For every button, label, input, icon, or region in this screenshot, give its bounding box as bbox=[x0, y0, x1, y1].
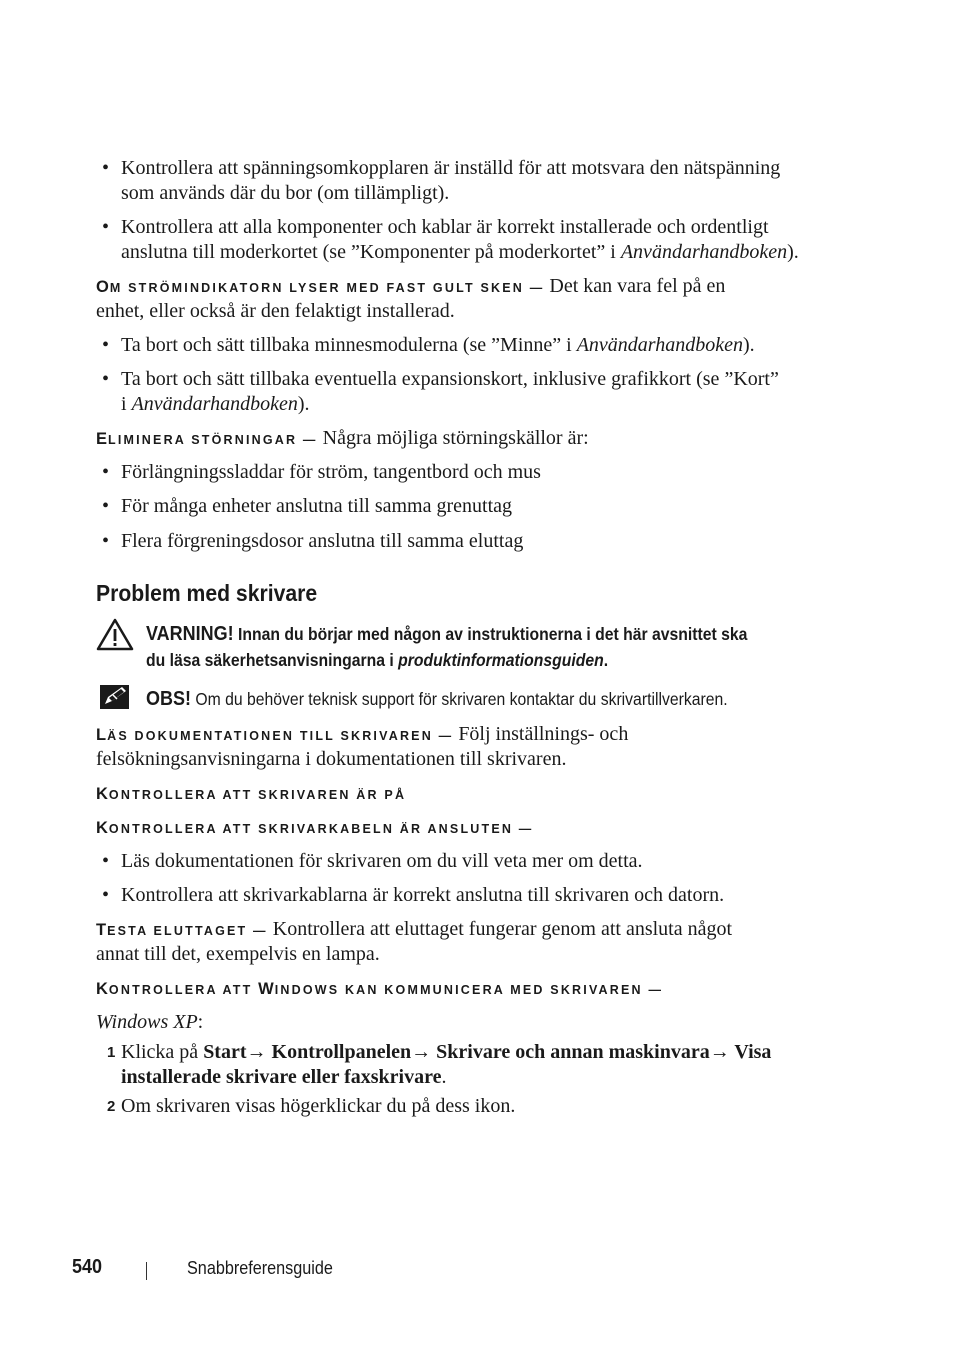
bullet-dot: • bbox=[102, 157, 110, 179]
run-in-heading: KONTROLLERA ATT WINDOWS KAN KOMMUNICERA MED SKRIVAREN — bbox=[96, 980, 664, 998]
bullet-dot: • bbox=[102, 495, 110, 517]
bullet-text: Ta bort och sätt tillbaka minnesmodulerna (se ”Minne” i Användarhandboken). bbox=[121, 334, 755, 356]
section-documentation: LÄS DOKUMENTATIONEN TILL SKRIVAREN — Följ inställnings- och bbox=[96, 723, 629, 745]
note-text: OBS! Om du behöver teknisk support för skrivaren kontaktar du skrivartillverkaren. bbox=[146, 688, 728, 710]
section-amber: OM STRÖMINDIKATORN LYSER MED FAST GULT SKEN — Det kan vara fel på en bbox=[96, 275, 726, 297]
step-text: Om skrivaren visas högerklickar du på dess ikon. bbox=[121, 1095, 516, 1117]
section-title: Problem med skrivare bbox=[96, 580, 318, 606]
list-item: Flera förgreningsdosor anslutna till samma eluttag bbox=[121, 530, 524, 552]
run-in-heading: TESTA ELUTTAGET — bbox=[96, 921, 268, 939]
pencil-note-icon bbox=[99, 684, 131, 710]
footer-title: Snabbreferensguide bbox=[187, 1258, 333, 1278]
bullet-dot: • bbox=[102, 334, 110, 356]
section-outlet: TESTA ELUTTAGET — Kontrollera att eluttaget fungerar genom att ansluta något bbox=[96, 918, 733, 940]
step-text: installerade skrivare eller faxskrivare. bbox=[121, 1066, 447, 1088]
bullet-dot: • bbox=[102, 461, 110, 483]
bullet-text: anslutna till moderkortet (se ”Komponenter på moderkortet” i Användarhandboken). bbox=[121, 241, 799, 263]
bullet-text: Kontrollera att spänningsomkopplaren är inställd för att motsvara den nätspänning bbox=[121, 157, 781, 179]
bullet-dot: • bbox=[102, 368, 110, 390]
paragraph-line: felsökningsanvisningarna i dokumentationen till skrivaren. bbox=[96, 748, 567, 770]
run-in-heading: KONTROLLERA ATT SKRIVAREN ÄR PÅ bbox=[96, 785, 407, 803]
paragraph-line: annat till det, exempelvis en lampa. bbox=[96, 943, 380, 965]
step-text: Klicka på Start→ Kontrollpanelen→ Skrivare och annan maskinvara→ Visa bbox=[121, 1041, 772, 1063]
bullet-dot: • bbox=[102, 216, 110, 238]
page-number: 540 bbox=[72, 1256, 103, 1278]
bullet-text: som används där du bor (om tillämpligt). bbox=[121, 182, 450, 204]
section-windows bbox=[96, 976, 663, 1003]
run-in-heading: LÄS DOKUMENTATIONEN TILL SKRIVAREN — bbox=[96, 726, 454, 744]
section-printer-on bbox=[96, 781, 406, 808]
run-in-heading: ELIMINERA STÖRNINGAR — bbox=[96, 430, 318, 448]
bullet-dot: • bbox=[102, 884, 110, 906]
bullet-text: i Användarhandboken). bbox=[121, 393, 310, 415]
bullet-text: Ta bort och sätt tillbaka eventuella expansionskort, inklusive grafikkort (se ”Kort” bbox=[121, 368, 779, 390]
warning-text: VARNING! Innan du börjar med någon av instruktionerna i det här avsnittet ska bbox=[146, 623, 748, 645]
bullet-dot: • bbox=[102, 850, 110, 872]
bullet-text: Kontrollera att alla komponenter och kablar är korrekt installerade och ordentligt bbox=[121, 216, 769, 238]
run-in-heading: OM STRÖMINDIKATORN LYSER MED FAST GULT SKEN — bbox=[96, 278, 545, 296]
section-printer-cable bbox=[96, 815, 533, 842]
step-number: 1 bbox=[107, 1044, 116, 1061]
step-number: 2 bbox=[107, 1098, 116, 1115]
list-item: För många enheter anslutna till samma grenuttag bbox=[121, 495, 512, 517]
section-interference: ELIMINERA STÖRNINGAR — Några möjliga störningskällor är: bbox=[96, 427, 589, 449]
list-item: Förlängningssladdar för ström, tangentbord och mus bbox=[121, 461, 541, 483]
bullet-dot: • bbox=[102, 530, 110, 552]
warning-text: du läsa säkerhetsanvisningarna i produktinformationsguiden. bbox=[146, 650, 609, 670]
list-item: Kontrollera att skrivarkablarna är korrekt anslutna till skrivaren och datorn. bbox=[121, 884, 725, 906]
list-item: Läs dokumentationen för skrivaren om du vill veta mer om detta. bbox=[121, 850, 643, 872]
os-label: Windows XP: bbox=[96, 1011, 204, 1033]
warning-icon bbox=[96, 618, 134, 652]
run-in-heading: KONTROLLERA ATT SKRIVARKABELN ÄR ANSLUTEN — bbox=[96, 819, 534, 837]
footer-divider bbox=[146, 1262, 147, 1280]
paragraph-line: enhet, eller också är den felaktigt installerad. bbox=[96, 300, 455, 322]
